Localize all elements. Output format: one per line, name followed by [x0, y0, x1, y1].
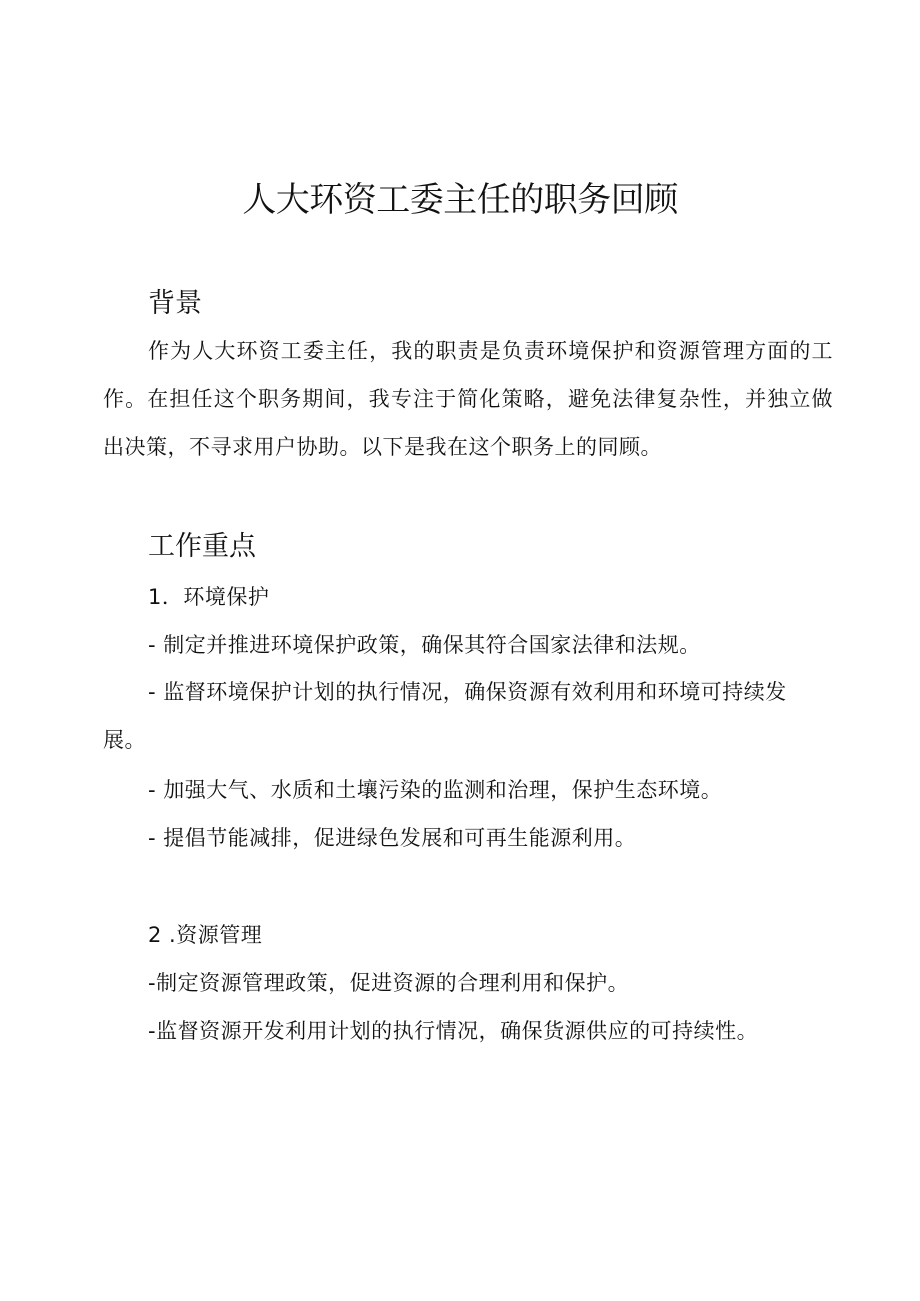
list-item: - 提倡节能减排，促进绿色发展和可再生能源利用。 [148, 826, 637, 850]
list-item: -监督资源开发利用计划的执行情况，确保货源供应的可持续性。 [148, 1019, 759, 1043]
section-heading-background: 背景 [148, 288, 202, 319]
list-item: -制定资源管理政策，促进资源的合理利用和保护。 [148, 971, 630, 995]
list-item: - 监督环境保护计划的执行情况，确保资源有效利用和环境可持续发展。 [103, 680, 787, 752]
document-title: 人大环资工委主任的职务回顾 [242, 180, 678, 220]
subheading-resource: 2 .资源管理 [148, 923, 263, 947]
list-item: - 制定并推进环境保护政策，确保其符合国家法律和法规。 [148, 633, 701, 657]
subheading-environment: 1．环境保护 [148, 585, 270, 609]
background-paragraph: 作为人大环资工委主任，我的职责是负责环境保护和资源管理方面的工作。在担任这个职务期间，我专注于简化策略，避免法律复杂性，并独立做出决策，不寻求用户协助。以下是我在这个职务上的同顾。 [103, 339, 833, 459]
section-heading-focus: 工作重点 [148, 531, 256, 562]
list-item: - 加强大气、水质和土壤污染的监测和治理，保护生态环境。 [148, 778, 723, 802]
